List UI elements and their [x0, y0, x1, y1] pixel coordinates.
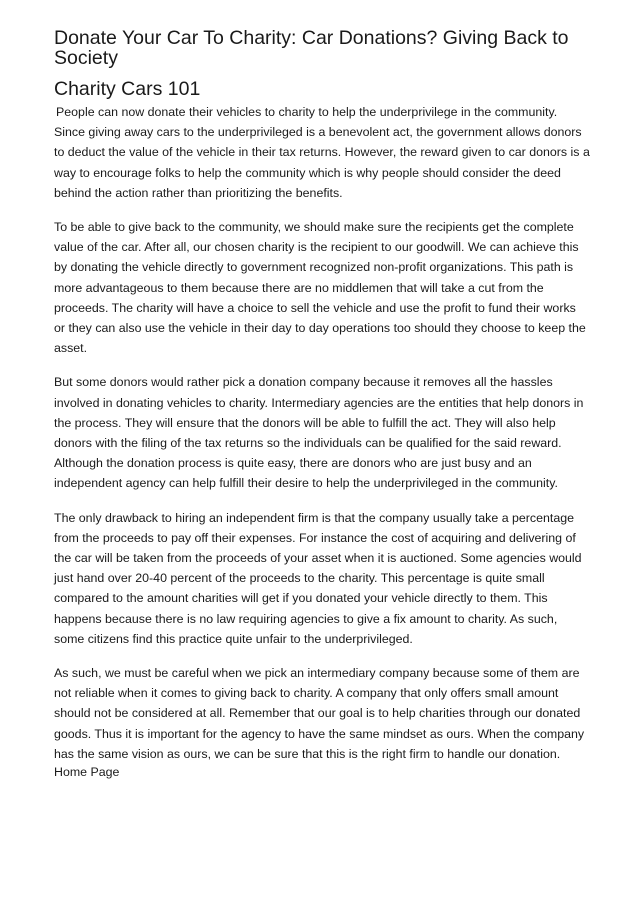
section-heading: Charity Cars 101 — [54, 78, 201, 100]
paragraph-1: People can now donate their vehicles to charity to help the underprivilege in the community. Since giving away cars to the underprivileged is a benevolent act, the government allows donors to deduct the value of the vehicle in their tax returns. However, the reward given to car donors is a way to encourage folks to help the community which is why people should consider the deed behind the action rather than prioritizing the benefits. — [54, 105, 590, 200]
paragraph-3: But some donors would rather pick a donation company because it removes all the hassles involved in donating vehicles to charity. Intermediary agencies are the entities that help donors in the process. They will ensure that the donors will be able to fulfill the act. They will also help donors with the filing of the tax returns so the individuals can be qualified for the said reward. Although the donation process is quite easy, there are donors who are just busy and an independent agency can help fulfill their desire to help the underprivileged in the community. — [54, 375, 584, 491]
paragraph-5: As such, we must be careful when we pick an intermediary company because some of them are not reliable when it comes to giving back to charity. A company that only offers small amount should not be considered at all. Remember that our goal is to help charities through our donated goods. Thus it is important for the agency to have the same mindset as ours. When the company has the same vision as ours, we can be sure that this is the right firm to handle our donation. — [54, 666, 585, 761]
document-title: Donate Your Car To Charity: Car Donations? Giving Back to Society — [54, 27, 569, 69]
paragraph-4: The only drawback to hiring an independent firm is that the company usually take a percentage from the proceeds to pay off their expenses. For instance the cost of acquiring and delivering of the car will be taken from the proceeds of your asset when it is auctioned. Some agencies would just hand over 20-40 percent of the proceeds to the charity. This percentage is quite small compared to the amount charities will get if you donated your vehicle directly to them. This happens because there is no law requiring agencies to give a fix amount to charity. As such, some citizens find this practice quite unfair to the underprivileged. — [54, 510, 582, 646]
paragraph-2: To be able to give back to the community, we should make sure the recipients get the complete value of the car. After all, our chosen charity is the recipient to our goodwill. We can achieve this by donating the vehicle directly to government recognized non-profit organizations. This path is more advantageous to them because there are no middlemen that will take a cut from the proceeds. The charity will have a choice to sell the vehicle and use the profit to fund their works or they can also use the vehicle in their day to day operations too should they choose to keep the asset. — [54, 220, 586, 356]
home-page-link[interactable]: Home Page — [54, 765, 120, 780]
document-page — [54, 28, 590, 780]
